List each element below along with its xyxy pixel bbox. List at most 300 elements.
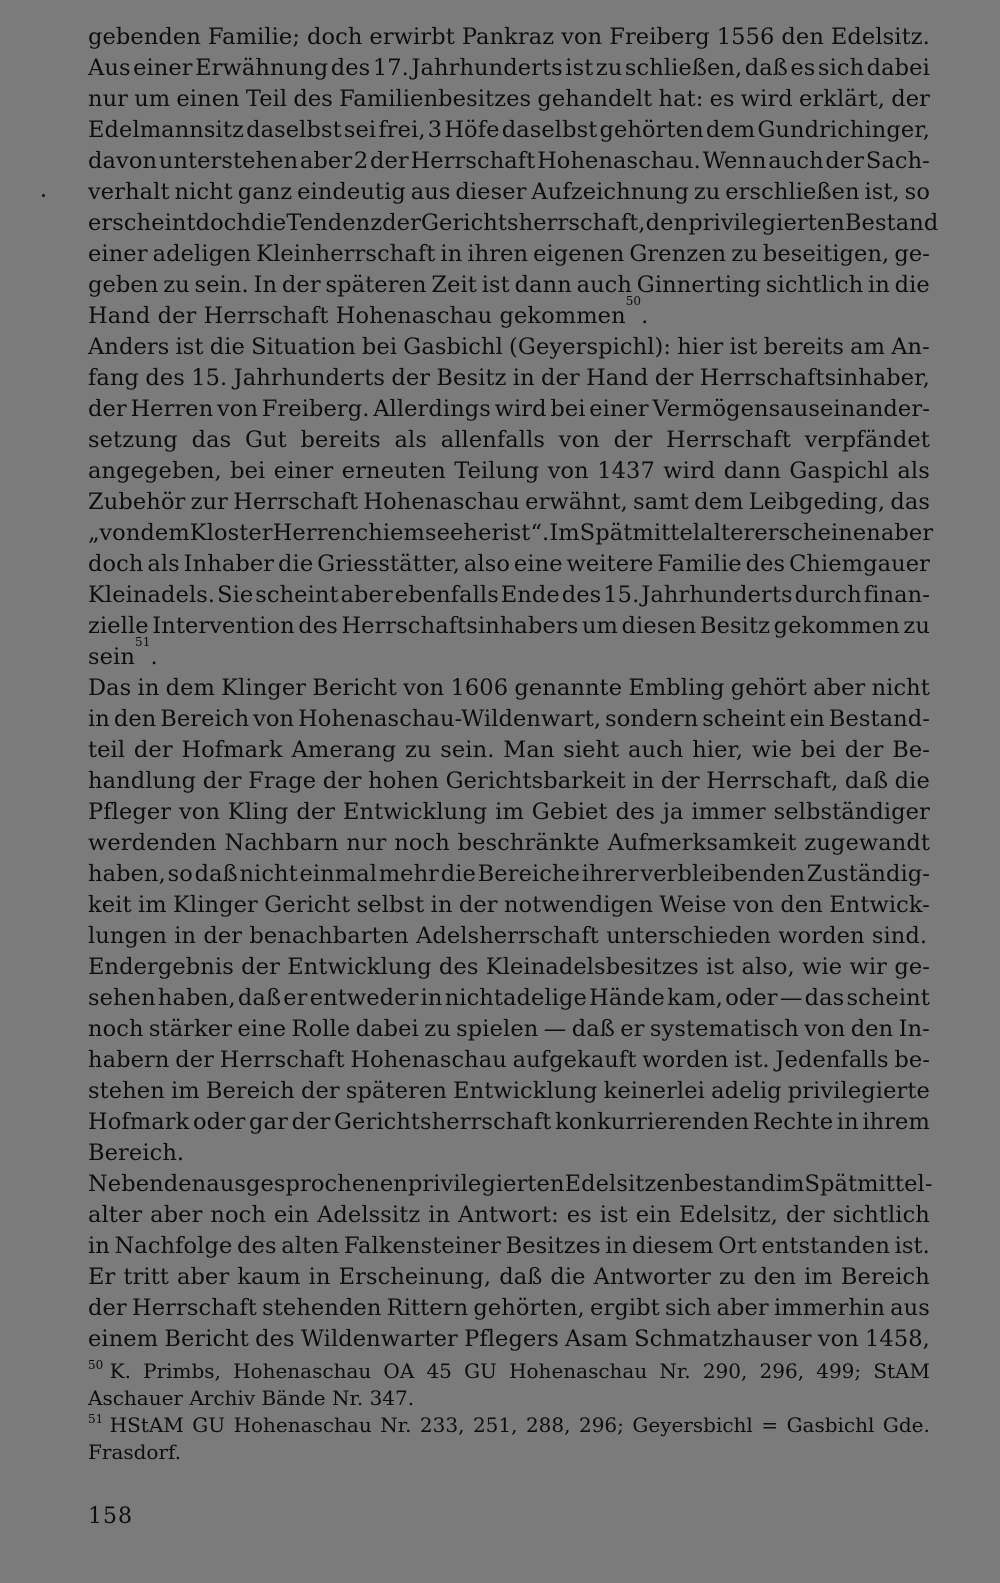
word: der [241, 954, 280, 980]
word: der [844, 737, 884, 763]
text-line [88, 635, 930, 673]
word: aber [177, 1264, 230, 1290]
word: Wildenwarter [300, 1326, 458, 1352]
word: Herrschaft [410, 148, 536, 174]
word: späteren [325, 272, 427, 298]
word: bereits [763, 334, 844, 360]
word: ist [729, 334, 758, 360]
word: zu [731, 241, 758, 267]
word: einmal [299, 861, 378, 887]
footnote-text: Frasdorf. [88, 1440, 182, 1464]
word: 15. [603, 582, 640, 608]
word: also, [741, 954, 795, 980]
word: des [561, 582, 602, 608]
word: ganz [237, 179, 293, 205]
word: daß [844, 768, 889, 794]
word: er [283, 985, 308, 1011]
word: stehenden [262, 1295, 382, 1321]
word: die [894, 768, 930, 794]
word: aus [890, 1295, 930, 1321]
word: Erscheinung, [338, 1264, 492, 1290]
text-line [88, 487, 930, 518]
word: immerhin [774, 1295, 885, 1321]
word: Edelsitz, [678, 1202, 778, 1228]
footnote-lead: $^{50}$ K. [88, 1358, 131, 1383]
text-line [88, 518, 934, 549]
word: Frage [248, 768, 317, 794]
word: Gaspichl [789, 458, 889, 484]
word: alten [281, 1233, 340, 1259]
word: ja [662, 799, 684, 825]
word: Hohenaschau [350, 1047, 507, 1073]
word: Man [503, 737, 555, 763]
word: Gerichtsherrschaft [333, 1109, 552, 1135]
word: immer [691, 799, 766, 825]
word: fang [88, 365, 140, 391]
word: daß [744, 55, 788, 81]
word: Kling [227, 799, 289, 825]
text-line [88, 22, 930, 53]
word: ist [175, 334, 204, 360]
text-line [88, 1231, 930, 1262]
word: entweder [309, 985, 419, 1011]
word: 288, [525, 1413, 571, 1437]
word: daß [499, 1264, 543, 1290]
word: teil [88, 737, 126, 763]
word: der [825, 148, 865, 174]
word: OA [383, 1359, 415, 1383]
word: einer [88, 241, 148, 267]
footnote-line [88, 1412, 930, 1439]
word: hier [677, 334, 724, 360]
word: Intervention [152, 613, 295, 639]
word: systematisch [649, 1016, 799, 1042]
word: daselbst [246, 117, 342, 143]
word: des [745, 551, 786, 577]
word: noch [88, 1016, 144, 1042]
word: der [291, 1109, 331, 1135]
word: dann [723, 458, 781, 484]
word: Besitz [699, 613, 771, 639]
word: stehen [88, 1078, 165, 1104]
word: gehandelt [537, 86, 653, 112]
text-line [88, 797, 930, 828]
word: (Geyerspichl): [509, 334, 672, 360]
word: dabei [866, 55, 930, 81]
text-line [88, 84, 930, 115]
word: beseitigen, [762, 241, 890, 267]
word: diesem [631, 1233, 714, 1259]
word: den [780, 892, 823, 918]
word: 1458, [865, 1326, 930, 1352]
word: verpfändet [804, 427, 930, 453]
word: Familienbesitzes [339, 86, 532, 112]
word: scheint [255, 582, 339, 608]
word: den [781, 24, 824, 50]
text-line [88, 735, 930, 766]
word: Wenn [702, 148, 767, 174]
word: dem [140, 520, 190, 546]
word: sein. [194, 272, 249, 298]
word: Edelmannsitz [88, 117, 244, 143]
word: der [391, 365, 431, 391]
word: keit [88, 892, 132, 918]
footnote-line [88, 1385, 930, 1412]
word: In [253, 272, 278, 298]
word: erneuten [341, 458, 446, 484]
word: nicht [871, 675, 930, 701]
word: des [293, 86, 333, 112]
word: 296; [578, 1413, 624, 1437]
word: ein [273, 1202, 310, 1228]
word: wie [751, 737, 792, 763]
word: so [904, 179, 930, 205]
word: ge- [894, 241, 930, 267]
text-line [88, 294, 930, 332]
word: nur [88, 86, 129, 112]
word: auch [628, 737, 684, 763]
word: Erwähnung [195, 55, 329, 81]
word: ge- [894, 954, 930, 980]
page-number: 158 [88, 1504, 133, 1529]
word: Rechte [752, 1109, 834, 1135]
word: Pfleger [88, 799, 172, 825]
word: Entwicklung [453, 1078, 598, 1104]
word: adelig [711, 1078, 782, 1104]
word: Familie; [207, 24, 301, 50]
word: wird [663, 458, 716, 484]
word: Kleinherrschaft [256, 241, 436, 267]
word: im [170, 1078, 200, 1104]
word: Pankraz [461, 24, 555, 50]
word: erscheint [88, 210, 196, 236]
word: des [145, 365, 185, 391]
word: der [660, 768, 700, 794]
word: der [382, 210, 421, 236]
word: 2 [353, 148, 369, 174]
word: des [237, 1233, 277, 1259]
word: Tendenz [286, 210, 383, 236]
word: Anders [88, 334, 170, 360]
word: den [113, 706, 157, 732]
word: von [561, 24, 603, 50]
word: aber [813, 675, 866, 701]
word: worden [642, 1047, 729, 1073]
word: Bestand [844, 210, 939, 236]
word: Freiberg. [261, 396, 370, 422]
word: doch [307, 24, 363, 50]
word: Rittern [386, 1295, 469, 1321]
word: Klinger [173, 892, 258, 918]
word: in [430, 892, 453, 918]
word: Rolle [291, 1016, 351, 1042]
word: in [88, 1233, 110, 1259]
word: Situation [251, 334, 356, 360]
word: der [891, 86, 930, 112]
word: sondern [605, 706, 699, 732]
word: 296, [759, 1359, 805, 1383]
word: Antwort: [458, 1202, 559, 1228]
word: diesen [621, 613, 697, 639]
word: Herrschaft [666, 427, 791, 453]
word: aus [410, 179, 451, 205]
word: wir [849, 954, 888, 980]
word: 1437 [597, 458, 655, 484]
word: Embling [628, 675, 725, 701]
word: erwähnt, [525, 489, 628, 515]
word: Gerichtsherrschaft, [420, 210, 646, 236]
word: er [620, 1016, 645, 1042]
word: sichtlich [832, 1202, 930, 1228]
word: des [298, 613, 338, 639]
word: im [495, 799, 524, 825]
word: von [253, 706, 295, 732]
word: Primbs, [143, 1359, 221, 1383]
text-line [88, 1138, 930, 1169]
word: 290, [702, 1359, 748, 1383]
word: Teil [245, 86, 288, 112]
word: daß [237, 985, 282, 1011]
word: von [216, 396, 259, 422]
word: so [167, 861, 193, 887]
word: allenfalls [440, 427, 546, 453]
word: zu [719, 1264, 746, 1290]
word: späteren [345, 1078, 447, 1104]
word: Hofmark [181, 737, 283, 763]
word: GU [464, 1359, 497, 1383]
word: um [134, 86, 171, 112]
word: der [654, 365, 694, 391]
word: Herrschaft [219, 1047, 345, 1073]
line-text: lungen in der benachbarten Adelsherrschaft unterschieden worden sind. [88, 923, 928, 949]
word: Endergebnis [88, 954, 234, 980]
word: sichtlich [765, 272, 864, 298]
word: um [581, 613, 618, 639]
word: das [191, 427, 232, 453]
text-line [88, 611, 930, 642]
word: auch [768, 148, 824, 174]
word: von [817, 1326, 859, 1352]
word: privilegierte [787, 1078, 930, 1104]
word: aber [150, 1202, 203, 1228]
footnote-reference: 50 [625, 294, 642, 308]
word: zur [190, 489, 228, 515]
word: GU [192, 1413, 226, 1437]
text-line [88, 363, 930, 394]
word: be- [894, 1047, 930, 1073]
word: gehört [730, 675, 807, 701]
word: zu [595, 55, 623, 81]
word: In- [898, 1016, 930, 1042]
word: setzung [88, 427, 178, 453]
word: dabei [355, 1016, 419, 1042]
word: tritt [123, 1264, 169, 1290]
word: haben, [157, 985, 236, 1011]
word: sei [343, 117, 377, 143]
word: auch [576, 272, 632, 298]
word: Hohenaschau [363, 489, 520, 515]
word: durch [794, 582, 862, 608]
word: Asam [565, 1326, 628, 1352]
text-line [88, 456, 930, 487]
word: keinerlei [603, 1078, 705, 1104]
word: Sach- [865, 148, 930, 174]
word: Adelssitz [317, 1202, 421, 1228]
word: der [458, 892, 498, 918]
word: doch [195, 210, 252, 236]
text-line [88, 332, 930, 363]
text-line [88, 1107, 930, 1138]
word: das [804, 985, 845, 1011]
footnote-marker: 51 [88, 1412, 104, 1426]
word: wird [740, 86, 793, 112]
word: erscheinen [754, 520, 881, 546]
word: die [894, 272, 930, 298]
word: angegeben, [88, 458, 222, 484]
word: einer [273, 458, 334, 484]
word: Klinger [221, 675, 307, 701]
word: alter [88, 1202, 143, 1228]
text-line [88, 828, 930, 859]
text-line [88, 983, 930, 1014]
word: Amerang [291, 737, 397, 763]
word: frei, [378, 117, 426, 143]
word: in [440, 241, 463, 267]
word: gehörten, [473, 1295, 585, 1321]
word: der [281, 272, 321, 298]
word: Entwick- [829, 892, 930, 918]
word: her [463, 520, 503, 546]
word: eine [237, 1016, 287, 1042]
word: Inhaber [183, 551, 275, 577]
word: wird [494, 396, 547, 422]
word: von [558, 427, 600, 453]
word: ist“. [502, 520, 550, 546]
word: zu [693, 179, 721, 205]
word: von [732, 892, 774, 918]
word: ergibt [590, 1295, 660, 1321]
word: Hohenaschau [233, 1413, 372, 1437]
word: in [867, 272, 890, 298]
word: Gericht [264, 892, 351, 918]
word: oder [725, 985, 778, 1011]
word: Nr. [659, 1359, 691, 1383]
word: der [88, 396, 127, 422]
word: = [761, 1413, 779, 1437]
text-line [88, 208, 939, 239]
word: zu [163, 272, 190, 298]
text-line [88, 1200, 930, 1231]
word: Vermögensauseinander- [652, 396, 930, 422]
word: Jahrhunderts [233, 365, 386, 391]
line-text: Hand der Herrschaft Hohenaschau gekommen [88, 303, 626, 329]
word: Entwicklung [342, 799, 488, 825]
word: Schmatzhauser [634, 1326, 812, 1352]
word: aber [880, 520, 934, 546]
word: es [790, 55, 816, 81]
word: Er [88, 1264, 116, 1290]
word: als [897, 458, 930, 484]
word: bestand [684, 1171, 776, 1197]
word: die [550, 1264, 586, 1290]
word: ist [599, 1202, 628, 1228]
word: doch [88, 551, 144, 577]
word: die [209, 334, 245, 360]
word: dieser [455, 179, 527, 205]
word: verbleibenden [640, 861, 806, 887]
word: davon [88, 148, 158, 174]
word: in [605, 1233, 628, 1259]
text-line [88, 859, 930, 890]
text-line [88, 53, 930, 84]
word: erklärt, [798, 86, 886, 112]
word: adeligen [152, 241, 252, 267]
word: Griesstätter, [317, 551, 461, 577]
word: Besitzes [505, 1233, 601, 1259]
word: Gut [244, 427, 287, 453]
word: dem [705, 117, 756, 143]
word: beschränkte [457, 830, 600, 856]
word: schließen, [624, 55, 743, 81]
word: Hohenaschau. [537, 148, 701, 174]
word: der [202, 768, 242, 794]
word: haben, [88, 861, 166, 887]
word: erschließen [725, 179, 860, 205]
word: nur [346, 830, 387, 856]
word: 233, [419, 1413, 465, 1437]
text-line [88, 1076, 930, 1107]
word: der [88, 1295, 127, 1321]
word: nicht [174, 179, 233, 205]
word: von [179, 799, 221, 825]
word: Bericht [312, 675, 397, 701]
word: Zuständig- [806, 861, 930, 887]
text-line [88, 1324, 930, 1355]
word: daß [571, 1016, 615, 1042]
word: die [440, 861, 476, 887]
word: aber [716, 1295, 769, 1321]
word: ist. [734, 1047, 770, 1073]
word: privilegierten [688, 210, 845, 236]
word: spielen [456, 1016, 539, 1042]
word: Hohenaschau [509, 1359, 648, 1383]
word: werdenden [88, 830, 217, 856]
word: noch [210, 1202, 266, 1228]
word: hat: [658, 86, 704, 112]
word: ist [706, 954, 735, 980]
word: Gundrichinger, [757, 117, 930, 143]
word: von [403, 675, 445, 701]
word: ebenfalls [394, 582, 499, 608]
word: ausgesprochenen [206, 1171, 408, 1197]
text-line [88, 1169, 933, 1200]
word: im [775, 1171, 805, 1197]
word: Entwicklung [287, 954, 432, 980]
footnote-lead: $^{51}$ HStAM [88, 1412, 184, 1437]
text-line [88, 580, 930, 611]
word: Edelsitz. [830, 24, 930, 50]
word: zu [903, 613, 930, 639]
word: den [645, 210, 689, 236]
word: Grenzen [629, 241, 727, 267]
word: mehr [378, 861, 440, 887]
word: Herrenchiemsee [272, 520, 464, 546]
word: einer [133, 55, 193, 81]
word: am [850, 334, 886, 360]
text-line [88, 890, 930, 921]
word: Edelsitzen [564, 1171, 685, 1197]
word: der [300, 1078, 340, 1104]
